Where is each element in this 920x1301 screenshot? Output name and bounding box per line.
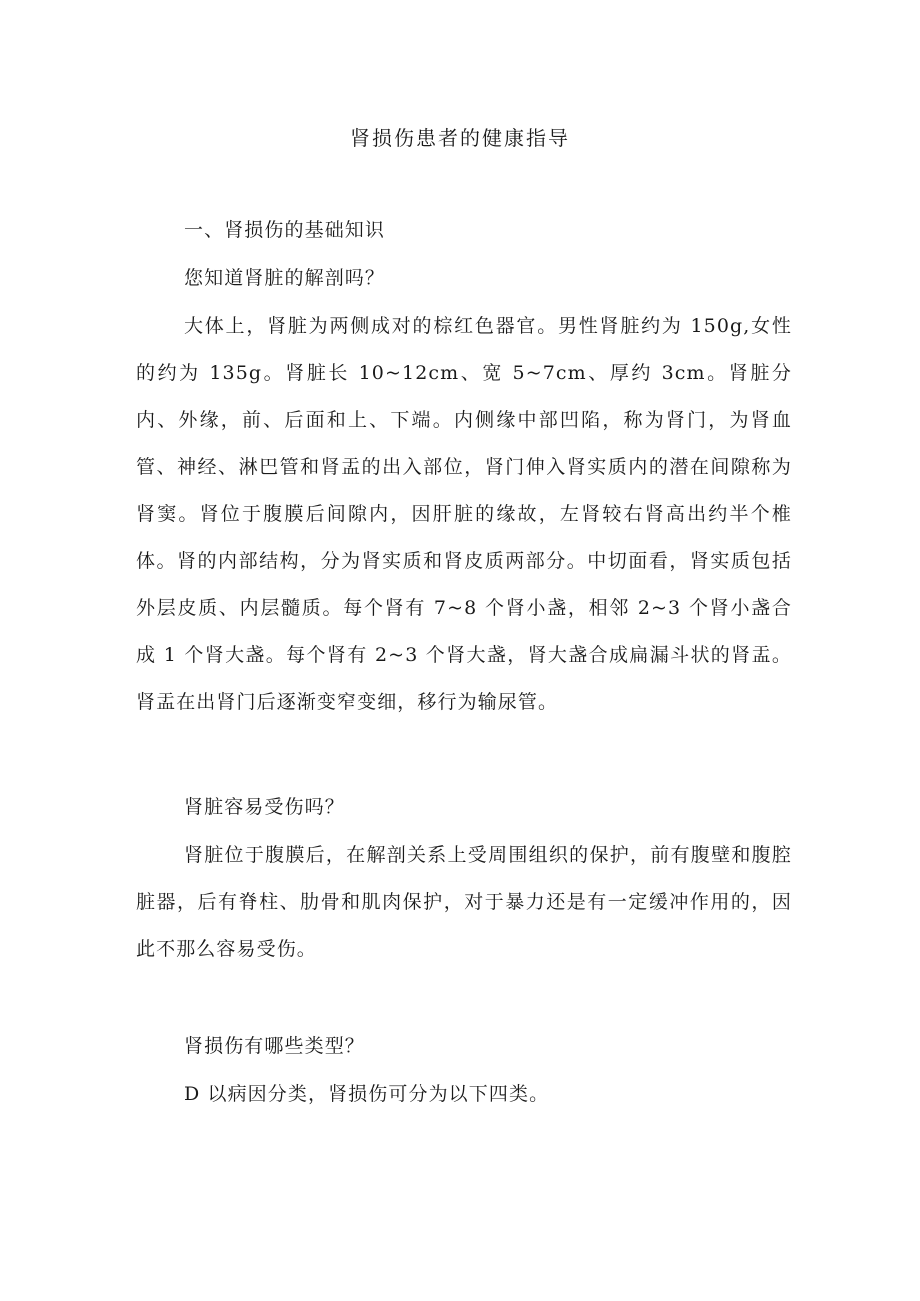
section-heading: 一、肾损伤的基础知识 (184, 219, 386, 241)
question-heading-anatomy: 您知道肾脏的解剖吗？ (184, 267, 386, 289)
question-heading-injury-risk: 肾脏容易受伤吗？ (184, 796, 345, 818)
document-title: 肾损伤患者的健康指导 (350, 126, 570, 150)
paragraph-injury-risk: 肾脏位于腹膜后，在解剖关系上受周围组织的保护，前有腹壁和腹腔脏器，后有脊柱、肋骨和肌肉保护，对于暴力还是有一定缓冲作用的，因此不那么容易受伤。 (136, 844, 792, 960)
paragraph-injury-types: D 以病因分类，肾损伤可分为以下四类。 (184, 1083, 550, 1105)
paragraph-anatomy: 大体上，肾脏为两侧成对的棕红色器官。男性肾脏约为 150g,女性的约为 135g。肾脏长 10~12cm、宽 5~7cm、厚约 3cm。肾脏分内、外缘，前、后面和上、下端。内侧缘中部凹陷，称为肾门，为肾血管、神经、淋巴管和肾盂的出入部位，肾门伸入肾实质内的潜在间隙称为肾窦。肾位于腹膜后间隙内，因肝脏的缘故，左肾较右肾高出约半个椎体。肾的内部结构，分为肾实质和肾皮质两部分。中切面看，肾实质包括外层皮质、内层髓质。每个肾有 7~8 个肾小盏，相邻 2~3 个肾小盏合成 1 个肾大盏。每个肾有 2~3 个肾大盏，肾大盏合成扁漏斗状的肾盂。肾盂在出肾门后逐渐变窄变细，移行为输尿管。 (136, 315, 792, 713)
question-heading-injury-types: 肾损伤有哪些类型？ (184, 1035, 365, 1057)
